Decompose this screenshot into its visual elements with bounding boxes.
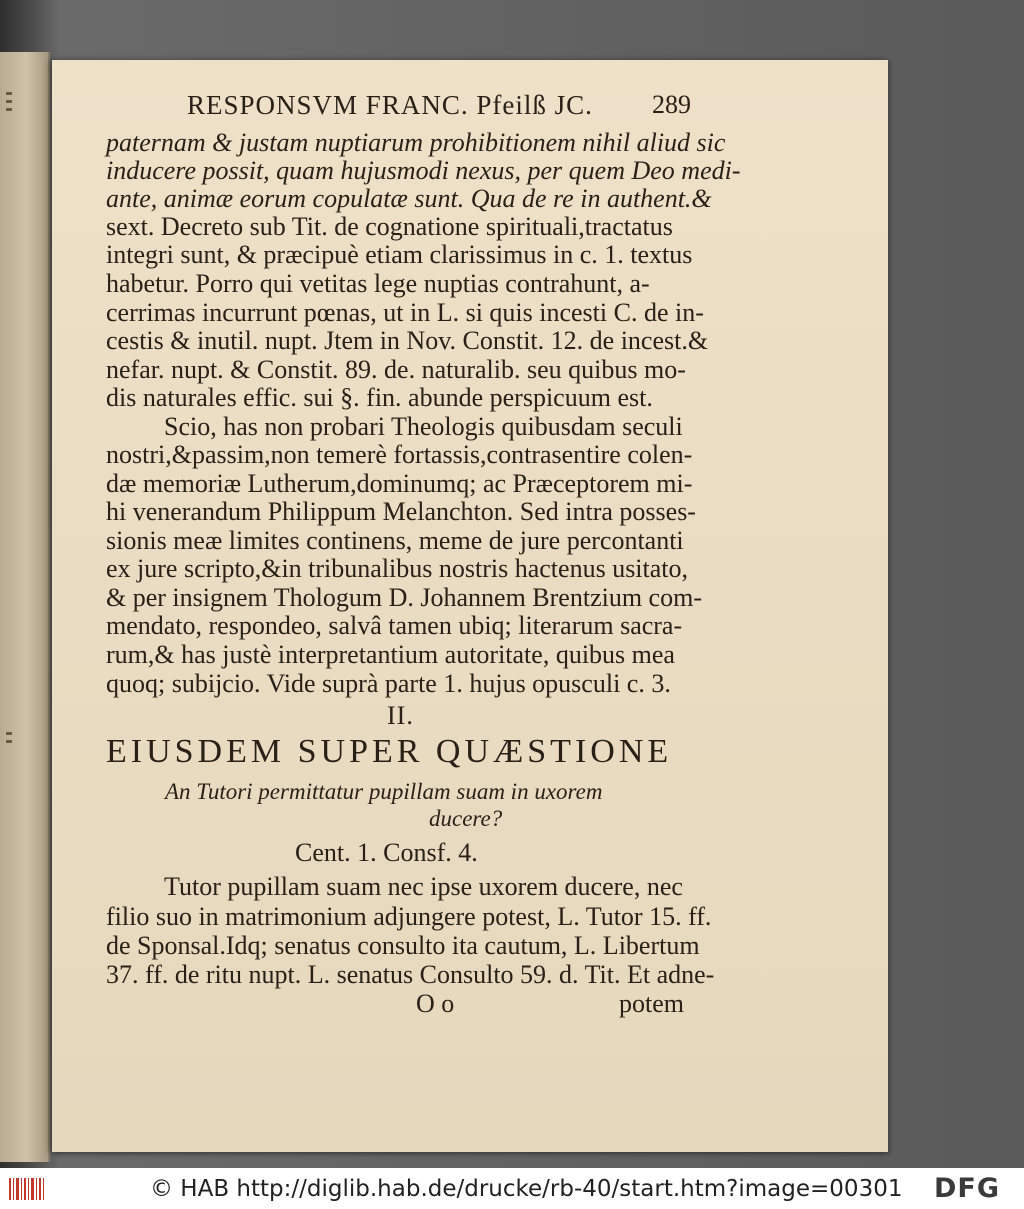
text-line: 37. ff. de ritu nupt. L. senatus Consulto 59. d. Tit. Et adne- (106, 960, 715, 989)
text-line: ex jure scripto,&in tribunalibus nostris hactenus usitato, (106, 554, 689, 583)
reference-line: Cent. 1. Consf. 4. (295, 838, 478, 867)
viewer-footer (0, 1168, 1024, 1209)
text-line: ante, animæ eorum copulatæ sunt. Qua de re in authent.& (106, 184, 712, 213)
copyright-link[interactable]: © HAB http://diglib.hab.de/drucke/rb-40/start.htm?image=00301 (150, 1176, 903, 1202)
text-line: Tutor pupillam suam nec ipse uxorem ducere, nec (164, 872, 683, 901)
text-line: quoq; subijcio. Vide suprà parte 1. hujus opusculi c. 3. (106, 669, 671, 698)
question-line: ducere? (429, 806, 503, 831)
text-line: Scio, has non probari Theologis quibusdam seculi (164, 412, 683, 441)
text-line: nostri,&passim,non temerè fortassis,contrasentire colen- (106, 440, 693, 469)
text-line: integri sunt, & præcipuè etiam clarissimus in c. 1. textus (106, 240, 693, 269)
running-head: RESPONSVM FRANC. Pfeilß JC. (187, 90, 593, 120)
text-line: sext. Decreto sub Tit. de cognatione spirituali,tractatus (106, 212, 673, 241)
text-line: dæ memoriæ Lutherum,dominumq; ac Præceptorem mi- (106, 469, 693, 498)
text-line: dis naturales effic. sui §. fin. abunde perspicuum est. (106, 383, 653, 412)
text-line: de Sponsal.Idq; senatus consulto ita cautum, L. Libertum (106, 931, 700, 960)
text-line: cerrimas incurrunt pœnas, ut in L. si quis incesti C. de in- (106, 298, 704, 327)
catchword: potem (619, 989, 684, 1018)
text-line: mendato, respondeo, salvâ tamen ubiq; literarum sacra- (106, 611, 683, 640)
section-number: II. (387, 701, 414, 730)
dfg-logo: DFG (934, 1173, 1001, 1204)
text-line: sionis meæ limites continens, meme de jure percontanti (106, 526, 684, 555)
question-line: An Tutori permittatur pupillam suam in uxorem (165, 779, 603, 804)
text-line: hi venerandum Philippum Melanchton. Sed intra posses- (106, 497, 696, 526)
text-line: nefar. nupt. & Constit. 89. de. naturalib. seu quibus mo- (106, 355, 686, 384)
book-page (52, 60, 888, 1152)
text-line: cestis & inutil. nupt. Jtem in Nov. Constit. 12. de incest.& (106, 326, 709, 355)
section-title: EIUSDEM SUPER QUÆSTIONE (106, 733, 673, 770)
signature-mark: O o (416, 989, 455, 1018)
page-number: 289 (652, 90, 691, 119)
text-line: paternam & justam nuptiarum prohibitionem nihil aliud sic (106, 128, 726, 157)
hab-barcode-icon (8, 1176, 48, 1202)
text-line: & per insignem Thologum D. Johannem Brentzium com- (106, 583, 702, 612)
previous-page-edge (0, 52, 50, 1162)
text-line: habetur. Porro qui vetitas lege nuptias contrahunt, a- (106, 269, 650, 298)
text-line: inducere possit, quam hujusmodi nexus, per quem Deo medi- (106, 156, 741, 185)
text-line: filio suo in matrimonium adjungere potest, L. Tutor 15. ff. (106, 902, 712, 931)
text-line: rum,& has justè interpretantium autoritate, quibus mea (106, 640, 675, 669)
